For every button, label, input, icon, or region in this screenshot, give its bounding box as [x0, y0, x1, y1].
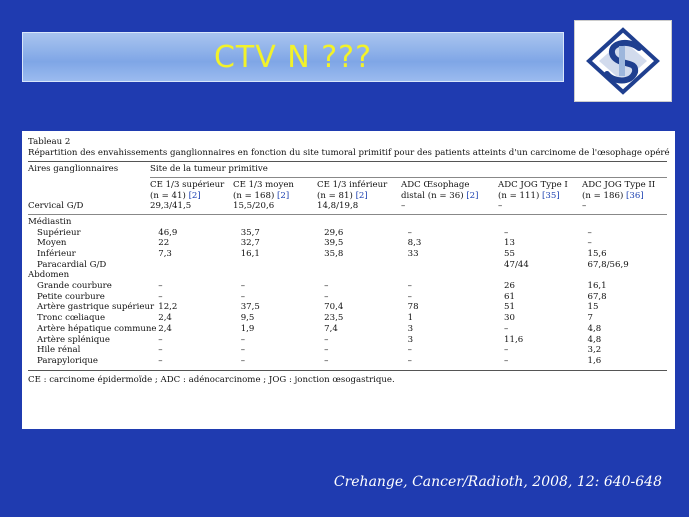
table-cell: 33: [407, 249, 419, 259]
table-cell: 51: [504, 302, 515, 313]
table-cell: 35,7: [240, 227, 260, 238]
table-cell: [408, 260, 504, 271]
table-cell: –: [324, 345, 329, 356]
table-cell: 4,8: [587, 323, 602, 334]
table-cell: 7: [587, 313, 593, 324]
table-cell: 67,8/56,9: [587, 259, 629, 270]
table-row: [28, 281, 667, 292]
table-cell: 1,6: [587, 355, 602, 366]
header-col-group: Site de la tumeur primitive: [150, 164, 268, 175]
table-cell: –: [324, 281, 329, 292]
table-cell: 9,5: [240, 313, 255, 324]
row-label: Supérieur: [37, 227, 81, 238]
table-cell: 1: [407, 313, 414, 324]
table-cell: 16,1: [240, 249, 260, 259]
col-ref-link[interactable]: [2]: [277, 190, 290, 201]
row-label: Grande courbure: [37, 281, 112, 292]
section-heading: Abdomen: [28, 270, 70, 281]
section-heading-row: [28, 270, 667, 281]
table-cell: 8,3: [407, 238, 422, 249]
table-cell: 3,2: [587, 345, 602, 356]
table-cell: –: [158, 291, 163, 302]
row-label: Artère splénique: [37, 334, 110, 345]
table-cell: 3: [407, 334, 414, 345]
table-row: [28, 238, 667, 249]
divider: [28, 161, 667, 162]
col-ref-link[interactable]: [35]: [542, 190, 560, 201]
table-cell: 23,5: [324, 313, 344, 324]
table-cell: –: [504, 345, 509, 356]
table-cell: –: [407, 227, 412, 238]
table-cell: –: [407, 355, 412, 366]
table-cell: –: [407, 291, 412, 302]
col-header: ADC JOG Type I: [498, 179, 568, 190]
table-cell: –: [158, 281, 163, 292]
divider: [28, 214, 667, 215]
table-cell: 3: [407, 323, 414, 334]
abdomen-rows: [28, 281, 667, 367]
col-count: (n = 186): [582, 190, 627, 201]
table-cell: 35,8: [324, 249, 344, 259]
table-cell: 1,9: [240, 323, 255, 334]
row-label: Paracardial G/D: [37, 259, 107, 270]
col-count: (n = 168): [233, 190, 278, 201]
table-cell: 47/44: [504, 259, 529, 270]
table-cell: –: [324, 355, 329, 366]
table-cell: 14,8/19,8: [317, 201, 359, 212]
table-row: [28, 249, 667, 260]
col-header: CE 1/3 inférieur: [317, 179, 388, 190]
table-cell: 55: [504, 249, 515, 259]
sfro-logo-icon: [581, 26, 665, 96]
row-label: Cervical G/D: [28, 201, 84, 212]
table-panel: [22, 131, 675, 429]
table-cell: –: [498, 201, 503, 212]
table-cell: –: [401, 201, 406, 212]
row-label: Moyen: [37, 238, 67, 249]
table-cell: 61: [504, 291, 515, 302]
section-heading-row: [28, 217, 667, 228]
table-cell: 26: [504, 281, 515, 292]
table-cell: [158, 260, 240, 271]
table-cell: 4,8: [587, 334, 602, 345]
slide-title-bar: [22, 32, 564, 82]
divider: [150, 177, 667, 178]
table-cell: 70,4: [324, 302, 344, 313]
table-cell: –: [158, 345, 163, 356]
table-cell: –: [324, 334, 329, 345]
col-header: CE 1/3 moyen: [233, 179, 294, 190]
table-cell: [241, 260, 324, 271]
table-cell: –: [407, 281, 412, 292]
table-cell: 7,3: [158, 249, 172, 259]
row-label: Petite courbure: [37, 291, 105, 302]
table-caption-number: Tableau 2: [28, 137, 71, 147]
table-cell: 37,5: [240, 302, 260, 313]
table-cell: 39,5: [324, 238, 344, 249]
col-header: ADC Œsophage: [401, 179, 470, 190]
row-label: Artère gastrique supérieur: [37, 302, 155, 313]
table-cell: –: [240, 345, 245, 356]
mediastin-rows: [28, 228, 667, 271]
col-count: (n = 81): [317, 190, 356, 201]
table-cell: 22: [158, 238, 170, 249]
table-row: [28, 302, 667, 313]
table-header-row: [28, 164, 667, 175]
logo: [574, 20, 672, 102]
table-cell: 16,1: [587, 281, 607, 292]
row-label: Artère hépatique commune: [37, 323, 157, 334]
slide-title: CTV N ???: [213, 39, 373, 75]
col-header: CE 1/3 supérieur: [150, 179, 225, 190]
col-count: (n = 41): [150, 190, 189, 201]
table-cell: 13: [504, 238, 515, 249]
table-cell: –: [582, 201, 587, 212]
table-row: [28, 228, 667, 239]
table-cell: –: [324, 291, 329, 302]
table-cell: 15,6: [587, 249, 607, 259]
table-cell: 78: [407, 302, 419, 313]
col-count: (n = 111): [498, 190, 543, 201]
table-row: [28, 313, 667, 324]
table-cell: 46,9: [158, 227, 178, 238]
col-ref-link[interactable]: [2]: [188, 190, 201, 201]
table-cell: 32,7: [240, 238, 260, 249]
table-cell: –: [407, 345, 412, 356]
table-cell: –: [240, 334, 245, 345]
table-caption: Répartition des envahissements ganglionnaires en fonction du site tumoral primitif pour des patients atteints d'un carcinome de l'œsophage opéré: [28, 147, 670, 158]
table-cell: 29,3/41,5: [150, 201, 192, 212]
col-ref-link[interactable]: [36]: [626, 190, 644, 201]
table-cell: 15,5/20,6: [233, 201, 275, 212]
col-ref-link[interactable]: [2]: [466, 190, 479, 201]
table-cell: –: [240, 281, 245, 292]
table-row: [28, 292, 667, 303]
table-row: [28, 260, 667, 271]
table-cell: 2,4: [158, 323, 172, 334]
row-label: Parapylorique: [37, 355, 99, 366]
table-cell: 2,4: [158, 313, 172, 324]
table-cell: –: [158, 355, 163, 366]
table-row: [28, 356, 667, 367]
table-footnote: CE : carcinome épidermoïde ; ADC : adénocarcinome ; JOG : jonction œsogastrique.: [28, 370, 667, 386]
table-cell: [324, 260, 407, 271]
row-label: Tronc cœliaque: [37, 313, 106, 324]
table-row: [28, 201, 667, 212]
table-cell: –: [504, 323, 509, 334]
table-cell: –: [240, 291, 245, 302]
row-label: Hile rénal: [37, 345, 81, 356]
table-cell: –: [240, 355, 245, 366]
citation: Crehange, Cancer/Radioth, 2008, 12: 640-648: [333, 474, 662, 490]
header-col-areas: Aires ganglionnaires: [28, 164, 119, 175]
col-header: ADC JOG Type II: [582, 179, 656, 190]
table-row: [28, 335, 667, 346]
table-cell: 11,6: [504, 334, 524, 345]
table-cell: –: [587, 227, 592, 238]
table-row: [28, 324, 667, 335]
table-cell: –: [158, 334, 163, 345]
table-cell: 30: [504, 313, 515, 324]
table-row: [28, 345, 667, 356]
col-ref-link[interactable]: [2]: [355, 190, 368, 201]
section-heading: Médiastin: [28, 216, 72, 227]
col-count: distal (n = 36): [401, 190, 467, 201]
table-cell: 7,4: [324, 323, 338, 334]
table-cell: 12,2: [158, 302, 178, 313]
table-cell: –: [587, 238, 592, 249]
table-cell: 29,6: [324, 227, 344, 238]
table-subheader-row: [28, 191, 667, 202]
table-cell: 15: [587, 302, 599, 313]
table-subheader-row: [28, 180, 667, 191]
table-cell: –: [504, 355, 509, 366]
table-cell: –: [504, 227, 509, 238]
table-cell: 67,8: [587, 291, 607, 302]
row-label: Inférieur: [37, 249, 76, 259]
